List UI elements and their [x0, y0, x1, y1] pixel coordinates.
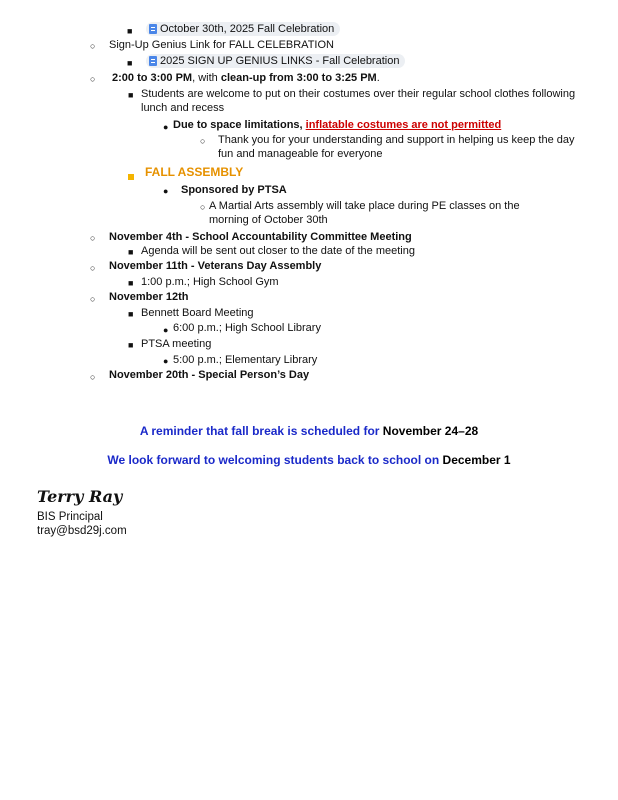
time-start: 2:00 to 3:00 PM [112, 72, 193, 84]
welcome-back-reminder [0, 453, 618, 468]
signup-chip-label: 2025 SIGN UP GENIUS LINKS - Fall Celebration [160, 55, 400, 67]
circle-bullet: ○ [200, 136, 206, 146]
dot-bullet: ● [163, 325, 169, 335]
nov12-heading: November 12th [109, 291, 189, 303]
costumes-text: Students are welcome to put on their costumes over their regular school clothes following lunch and recess [141, 88, 576, 114]
circle-bullet: ○ [90, 372, 96, 382]
time-cleanup: clean-up from 3:00 to 3:25 PM [220, 72, 377, 84]
circle-bullet: ○ [90, 294, 96, 304]
space-prefix: Due to space limitations, [173, 119, 306, 131]
sponsored-text: Sponsored by PTSA [181, 184, 287, 196]
square-bullet: ■ [128, 247, 134, 257]
ptsa-time: 5:00 p.m.; Elementary Library [173, 354, 318, 366]
ptsa-text: PTSA meeting [141, 338, 212, 350]
space-line [173, 118, 501, 132]
time-line [112, 71, 380, 85]
bennett-text: Bennett Board Meeting [141, 307, 254, 319]
orange-square-bullet [128, 174, 134, 180]
dot-bullet: ● [163, 122, 169, 132]
signature-title: BIS Principal [37, 511, 103, 523]
square-bullet: ■ [127, 26, 133, 36]
reminder1-text: A reminder that fall break is scheduled for [139, 424, 383, 438]
reminder2-date: December 1 [442, 453, 511, 467]
signature-email[interactable]: tray@bsd29j.com [37, 525, 127, 537]
martial-text [209, 199, 559, 227]
square-bullet: ■ [128, 90, 134, 100]
doc-icon [149, 24, 157, 34]
fall-break-reminder [0, 424, 618, 439]
time-with: , with [192, 72, 221, 84]
square-bullet: ■ [128, 340, 134, 350]
circle-bullet: ○ [90, 41, 96, 51]
dot-bullet: ● [163, 186, 169, 196]
nov11-heading: November 11th - Veterans Day Assembly [109, 260, 322, 272]
circle-bullet: ○ [90, 233, 96, 243]
square-bullet: ■ [128, 309, 134, 319]
circle-bullet: ○ [90, 74, 96, 84]
circle-bullet: ○ [90, 263, 96, 273]
oct30-chip-label: October 30th, 2025 Fall Celebration [160, 23, 335, 35]
time-period: . [376, 72, 380, 84]
nov4-heading: November 4th - School Accountability Committee Meeting [109, 231, 412, 243]
agenda-text: Agenda will be sent out closer to the date of the meeting [141, 245, 415, 257]
circle-bullet: ○ [200, 202, 206, 212]
nov20-heading: November 20th - Special Person’s Day [109, 369, 310, 381]
signup-chip[interactable] [146, 54, 405, 70]
nov11-time: 1:00 p.m.; High School Gym [141, 276, 279, 288]
oct30-chip[interactable] [146, 22, 340, 38]
square-bullet: ■ [127, 58, 133, 68]
thanks-text: Thank you for your understanding and support in helping us keep the day fun and manageable for everyone [218, 134, 575, 160]
reminder2-text: We look forward to welcoming students back to school on [107, 453, 443, 467]
bennett-time: 6:00 p.m.; High School Library [173, 322, 321, 334]
martial-label: A Martial Arts assembly will take place during PE classes on the morning of October 30th [209, 200, 520, 226]
signup-text: Sign-Up Genius Link for FALL CELEBRATION [109, 39, 334, 51]
doc-icon [149, 56, 157, 66]
dot-bullet: ● [163, 356, 169, 366]
square-bullet: ■ [128, 278, 134, 288]
inflatable-warning: inflatable costumes are not permitted [305, 119, 502, 131]
reminder1-date: November 24–28 [382, 424, 479, 438]
fall-assembly-heading: FALL ASSEMBLY [145, 165, 244, 179]
signature: Terry Ray [37, 487, 123, 506]
